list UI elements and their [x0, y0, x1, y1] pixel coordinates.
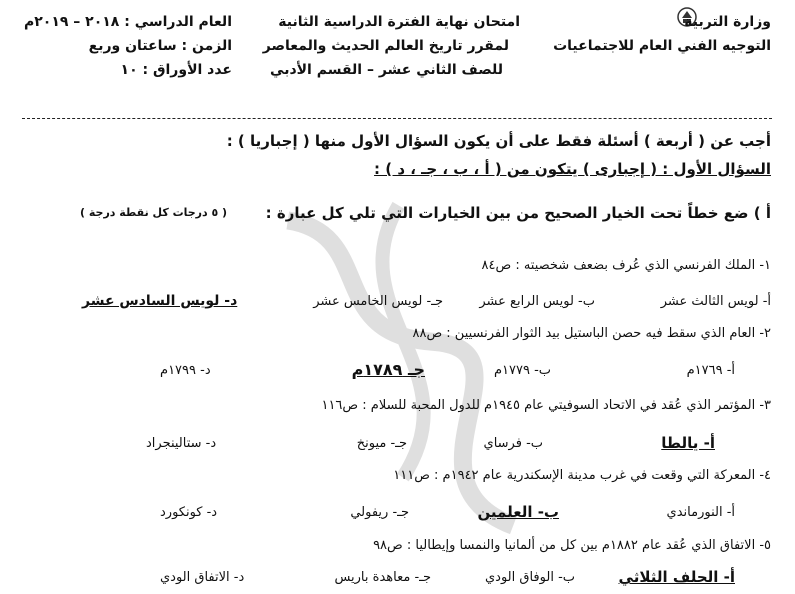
q3-option-b[interactable]: ب- فرساي [483, 436, 543, 451]
q5-option-d[interactable]: د- الاتفاق الودي [160, 570, 245, 585]
question-3: ٣- المؤتمر الذي عُقد في الاتحاد السوفيتي عام ١٩٤٥م للدول المحبة للسلام : ص١١٦ [321, 398, 771, 413]
question-1: ١- الملك الفرنسي الذي عُرف بضعف شخصيته : ص٨٤ [481, 258, 771, 273]
exam-duration: الزمن : ساعتان وربع [88, 38, 232, 54]
q2-option-c[interactable]: جـ ١٧٨٩م [351, 360, 425, 379]
q1-option-a[interactable]: أ- لويس الثالث عشر [660, 294, 771, 309]
q4-option-c[interactable]: جـ- ريفولي [350, 505, 409, 520]
q4-option-a[interactable]: أ- النورماندي [666, 505, 735, 520]
page-count: عدد الأوراق : ١٠ [120, 62, 232, 78]
q5-option-a[interactable]: أ- الحلف الثلاثي [618, 568, 735, 586]
academic-year: العام الدراسي : ٢٠١٨ – ٢٠١٩م [23, 14, 232, 30]
q3-option-c[interactable]: جـ- ميونخ [356, 436, 407, 451]
course-name: لمقرر تاريخ العالم الحديث والمعاصر [262, 38, 509, 54]
marks-note: ( ٥ درجات كل نقطة درجة ) [80, 206, 228, 219]
q1-option-d[interactable]: د- لويس السادس عشر [82, 293, 238, 309]
q3-option-a[interactable]: أ- يالطا [661, 434, 715, 452]
q4-option-d[interactable]: د- كونكورد [160, 505, 218, 520]
question-5: ٥- الاتفاق الذي عُقد عام ١٨٨٢م بين كل من ألمانيا والنمسا وإيطاليا : ص٩٨ [373, 538, 771, 553]
q2-option-d[interactable]: د- ١٧٩٩م [160, 363, 211, 378]
q3-option-d[interactable]: د- ستالينجراد [146, 436, 217, 451]
general-instruction: أجب عن ( أربعة ) أسئلة فقط على أن يكون السؤال الأول منها ( إجباريا ) : [226, 132, 771, 150]
question-one-title: السؤال الأول : ( إجبارى ) يتكون من ( أ ، ب ، جـ ، د ) : [374, 160, 771, 178]
question-4: ٤- المعركة التي وقعت في غرب مدينة الإسكندرية عام ١٩٤٢م : ص١١١ [393, 468, 771, 483]
header-divider [22, 118, 772, 119]
ministry-name: وزارة التربية [684, 14, 771, 30]
q5-option-b[interactable]: ب- الوفاق الودي [485, 570, 575, 585]
exam-title: امتحان نهاية الفترة الدراسية الثانية [278, 14, 520, 30]
q2-option-b[interactable]: ب- ١٧٧٩م [493, 363, 551, 378]
q1-option-c[interactable]: جـ- لويس الخامس عشر [313, 294, 443, 309]
q4-option-b[interactable]: ب- العلمين [477, 503, 559, 521]
section-a-instruction: أ ) ضع خطاً تحت الخيار الصحيح من بين الخيارات التي تلي كل عبارة : [265, 204, 771, 222]
q1-option-b[interactable]: ب- لويس الرابع عشر [479, 294, 595, 309]
q5-option-c[interactable]: جـ- معاهدة باريس [334, 570, 431, 585]
grade-section: للصف الثاني عشر – القسم الأدبي [270, 62, 503, 78]
department-name: التوجيه الفني العام للاجتماعيات [553, 38, 771, 54]
q2-option-a[interactable]: أ- ١٧٦٩م [686, 363, 735, 378]
question-2: ٢- العام الذي سقط فيه حصن الباستيل بيد الثوار الفرنسيين : ص٨٨ [412, 326, 771, 341]
